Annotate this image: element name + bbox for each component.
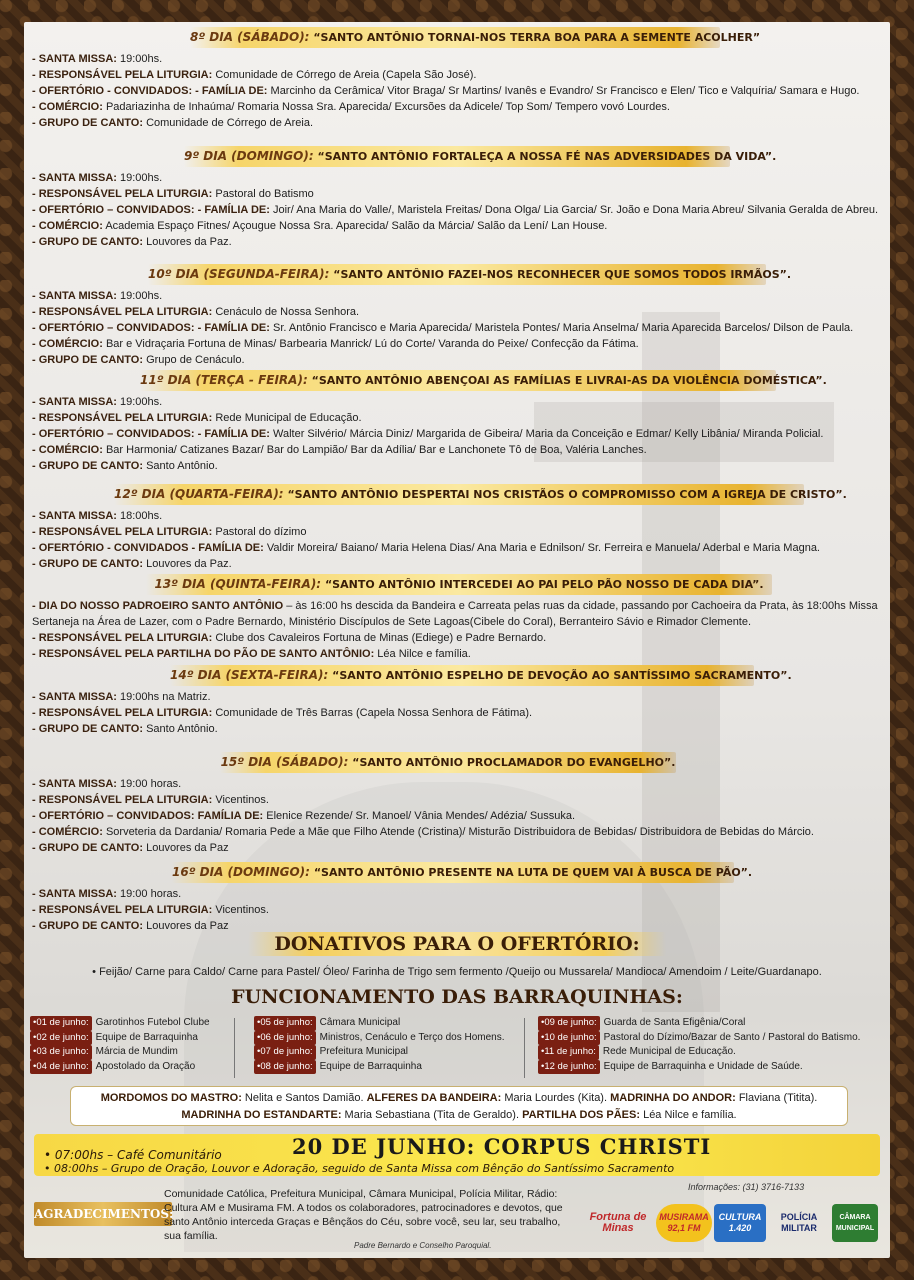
barraquinha-row <box>254 1016 505 1031</box>
barraquinha-row <box>254 1031 505 1046</box>
barraquinha-row <box>538 1045 860 1060</box>
barraquinha-name: Márcia de Mundim <box>95 1046 178 1057</box>
detail-line <box>32 304 882 320</box>
detail-key: - SANTA MISSA: <box>32 53 117 65</box>
day-details <box>32 170 882 250</box>
detail-value: Padariazinha de Inhaúma/ Romaria Nossa Sra. Aparecida/ Excursões da Adicele/ Top Som/ Tempero vovó Lourdes. <box>102 101 670 113</box>
column-divider <box>524 1018 525 1078</box>
detail-value: Pastoral do dízimo <box>212 526 307 538</box>
day-label: 9º DIA (DOMINGO): <box>184 149 314 163</box>
corpus-line-cafe: • 07:00hs – Café Comunitário <box>44 1148 222 1162</box>
detail-line <box>32 458 882 474</box>
detail-key: - DIA DO NOSSO PADROEIRO SANTO ANTÔNIO <box>32 600 284 612</box>
barraquinha-row <box>30 1045 210 1060</box>
detail-line <box>32 336 882 352</box>
detail-value: 19:00hs na Matriz. <box>116 691 211 703</box>
detail-value: Marcinho da Cerâmica/ Vitor Braga/ Sr Martins/ Ivanês e Evandro/ Sr Francisco e Elen/ Tico e Valquíria/ Samara e Hugo. <box>267 85 860 97</box>
day-details <box>32 886 882 934</box>
barraquinha-row <box>30 1016 210 1031</box>
barraquinha-row <box>538 1060 860 1075</box>
detail-value: Joir/ Ana Maria do Valle/, Maristela Freitas/ Dona Olga/ Lia Garcia/ Sr. João e Dona Maria Abreu/ Silvania Geralda de Abreu. <box>269 204 879 216</box>
barraquinhas-column-1 <box>30 1016 210 1074</box>
date-tag: •05 de junho: <box>254 1016 316 1031</box>
detail-value: Cenáculo de Nossa Senhora. <box>212 306 360 318</box>
detail-value: Rede Municipal de Educação. <box>212 412 362 424</box>
detail-key: - COMÉRCIO: <box>32 826 103 838</box>
day-theme: “SANTO ANTÔNIO TORNAI-NOS TERRA BOA PARA A SEMENTE ACOLHER” <box>313 31 761 44</box>
barraquinha-name: Guarda de Santa Efigênia/Coral <box>603 1017 746 1028</box>
column-divider <box>234 1018 235 1078</box>
detail-key: - RESPONSÁVEL PELA LITURGIA: <box>32 306 213 318</box>
barraquinha-row <box>30 1060 210 1075</box>
detail-key: - RESPONSÁVEL PELA LITURGIA: <box>32 69 213 81</box>
day-details <box>32 776 882 856</box>
day-section <box>24 862 890 934</box>
barraquinha-name: Câmara Municipal <box>319 1017 401 1028</box>
day-banner <box>172 862 753 883</box>
date-tag: •02 de junho: <box>30 1031 92 1046</box>
detail-key: - COMÉRCIO: <box>32 338 103 350</box>
date-tag: •11 de junho: <box>538 1045 599 1060</box>
day-details <box>32 51 882 131</box>
detail-key: - SANTA MISSA: <box>32 691 117 703</box>
detail-value: Comunidade de Três Barras (Capela Nossa Senhora de Fátima). <box>212 707 533 719</box>
day-section <box>24 665 890 737</box>
detail-line <box>32 186 882 202</box>
barraquinhas-column-2 <box>254 1016 505 1074</box>
detail-key: - GRUPO DE CANTO: <box>32 117 144 129</box>
detail-line <box>32 234 882 250</box>
detail-key: - OFERTÓRIO - CONVIDADOS: - FAMÍLIA DE: <box>32 85 268 97</box>
detail-line <box>32 99 882 115</box>
detail-line <box>32 646 882 662</box>
detail-line <box>32 902 882 918</box>
detail-key: - GRUPO DE CANTO: <box>32 236 144 248</box>
detail-value: Sorveteria da Dardania/ Romaria Pede a Mãe que Filho Atende (Cristina)/ Misturão Distribuidora de Bebidas/ Distribuidora de Bebidas do Márcio. <box>102 826 814 838</box>
detail-key: - OFERTÓRIO – CONVIDADOS: - FAMÍLIA DE: <box>32 204 270 216</box>
detail-line <box>32 540 882 556</box>
detail-value: Santo Antônio. <box>143 460 218 472</box>
detail-value: 19:00hs. <box>116 53 163 65</box>
barraquinha-name: Equipe de Barraquinha <box>319 1060 422 1072</box>
day-theme: “SANTO ANTÔNIO ESPELHO DE DEVOÇÃO AO SANTÍSSIMO SACRAMENTO”. <box>332 669 792 682</box>
detail-value: Louvores da Paz <box>143 920 229 932</box>
corpus-christi-banner <box>34 1134 880 1176</box>
detail-line <box>32 170 882 186</box>
detail-key: - SANTA MISSA: <box>32 510 117 522</box>
detail-line <box>32 524 882 540</box>
date-tag: •07 de junho: <box>254 1045 316 1060</box>
detail-line <box>32 689 882 705</box>
barraquinha-name: Prefeitura Municipal <box>319 1046 408 1057</box>
detail-key: - SANTA MISSA: <box>32 172 117 184</box>
detail-key: - RESPONSÁVEL PELA PARTILHA DO PÃO DE SANTO ANTÔNIO: <box>32 648 375 660</box>
detail-value: Comunidade de Córrego de Areia. <box>143 117 314 129</box>
detail-line <box>32 83 882 99</box>
barraquinha-row <box>30 1031 210 1046</box>
day-details <box>32 689 882 737</box>
barraquinha-name: Equipe de Barraquinha e Unidade de Saúde. <box>603 1060 803 1072</box>
detail-key: - RESPONSÁVEL PELA LITURGIA: <box>32 904 213 916</box>
detail-value: Bar e Vidraçaria Fortuna de Minas/ Barbearia Manrick/ Lú do Corte/ Varanda do Peixe/ Confecção da Fátima. <box>102 338 639 350</box>
detail-line <box>32 320 882 336</box>
detail-value: Clube dos Cavaleiros Fortuna de Minas (Ediege) e Padre Bernardo. <box>212 632 547 644</box>
detail-key: - RESPONSÁVEL PELA LITURGIA: <box>32 632 213 644</box>
detail-line <box>32 115 882 131</box>
day-theme: “SANTO ANTÔNIO DESPERTAI NOS CRISTÃOS O COMPROMISSO COM A IGREJA DE CRISTO”. <box>287 488 847 501</box>
detail-value: 19:00hs. <box>116 396 163 408</box>
day-banner <box>220 752 676 773</box>
barraquinhas-column-3 <box>538 1016 860 1074</box>
detail-line <box>32 202 882 218</box>
day-label: 12º DIA (QUARTA-FEIRA): <box>114 487 284 501</box>
day-theme: “SANTO ANTÔNIO INTERCEDEI AO PAI PELO PÃO NOSSO DE CADA DIA”. <box>324 578 764 591</box>
date-tag: •10 de junho: <box>538 1031 600 1046</box>
detail-key: - OFERTÓRIO - CONVIDADOS - FAMÍLIA DE: <box>32 542 264 554</box>
detail-value: – às 16:00 hs descida da Bandeira e Carreata pelas ruas da cidade, passando por Cachoeira da Prata, às 18:00hs Missa Sertaneja na Área de Lazer, com o Padre Bernardo, Ministério Discípulos de Sete Lagoas(Cibele do Coral), Berranteiro Sávio e Rimador Clemente. <box>32 600 878 628</box>
day-section <box>24 484 890 572</box>
detail-value: Walter Silvério/ Márcia Diniz/ Margarida de Gibeira/ Maria da Conceição e Edmar/ Kelly Libânia/ Miranda Policial. <box>269 428 824 440</box>
detail-key: - SANTA MISSA: <box>32 290 117 302</box>
detail-key: - RESPONSÁVEL PELA LITURGIA: <box>32 707 213 719</box>
date-tag: •12 de junho: <box>538 1060 600 1075</box>
day-section <box>24 146 890 250</box>
day-banner <box>170 665 792 686</box>
detail-key: - RESPONSÁVEL PELA LITURGIA: <box>32 526 213 538</box>
signature: Padre Bernardo e Conselho Paroquial. <box>354 1241 492 1250</box>
detail-key: - COMÉRCIO: <box>32 101 103 113</box>
detail-key: - COMÉRCIO: <box>32 220 103 232</box>
barraquinha-row <box>254 1045 505 1060</box>
date-tag: •04 de junho: <box>30 1060 92 1075</box>
detail-key: - OFERTÓRIO – CONVIDADOS: FAMÍLIA DE: <box>32 810 264 822</box>
detail-value: Academia Espaço Fitnes/ Açougue Nossa Sra. Aparecida/ Salão da Márcia/ Salão da Lení/ Lan House. <box>102 220 608 232</box>
day-banner <box>114 484 847 505</box>
camara-municipal-logo: CÂMARA MUNICIPAL <box>832 1204 878 1242</box>
policia-militar-logo: POLÍCIA MILITAR <box>780 1212 818 1233</box>
detail-line <box>32 886 882 902</box>
day-section <box>24 27 890 131</box>
day-theme: “SANTO ANTÔNIO PRESENTE NA LUTA DE QUEM VAI À BUSCA DE PÃO”. <box>313 866 753 879</box>
day-details <box>32 394 882 474</box>
detail-line <box>32 218 882 234</box>
detail-line <box>32 598 882 630</box>
day-section <box>24 752 890 856</box>
detail-line <box>32 721 882 737</box>
detail-key: - RESPONSÁVEL PELA LITURGIA: <box>32 794 213 806</box>
poster-panel <box>24 22 890 1258</box>
detail-value: Léa Nilce e família. <box>374 648 471 660</box>
day-details <box>32 508 882 572</box>
detail-key: - GRUPO DE CANTO: <box>32 354 144 366</box>
detail-value: Pastoral do Batismo <box>212 188 314 200</box>
detail-value: Louvores da Paz. <box>143 236 232 248</box>
barraquinha-name: Garotinhos Futebol Clube <box>95 1017 210 1028</box>
detail-line <box>32 352 882 368</box>
detail-value: Vicentinos. <box>212 794 269 806</box>
detail-key: - RESPONSÁVEL PELA LITURGIA: <box>32 412 213 424</box>
detail-value: 19:00hs. <box>116 290 163 302</box>
donativos-list: • Feijão/ Carne para Caldo/ Carne para Pastel/ Óleo/ Farinha de Trigo sem fermento /Queijo ou Mussarela/ Mandioca/ Amendoim / Leite/Guardanapo. <box>92 966 822 978</box>
day-theme: “SANTO ANTÔNIO PROCLAMADOR DO EVANGELHO”. <box>352 756 676 769</box>
detail-value: 19:00hs. <box>116 172 163 184</box>
barraquinha-row <box>538 1016 860 1031</box>
day-section <box>24 264 890 368</box>
day-banner <box>190 27 761 48</box>
detail-key: - OFERTÓRIO – CONVIDADOS: - FAMÍLIA DE: <box>32 322 270 334</box>
detail-key: - SANTA MISSA: <box>32 888 117 900</box>
detail-line <box>32 288 882 304</box>
detail-line <box>32 776 882 792</box>
day-banner <box>148 264 792 285</box>
day-label: 15º DIA (SÁBADO): <box>220 755 349 769</box>
detail-key: - GRUPO DE CANTO: <box>32 558 144 570</box>
detail-value: Vicentinos. <box>212 904 269 916</box>
detail-value: 19:00 horas. <box>116 778 182 790</box>
detail-key: - GRUPO DE CANTO: <box>32 842 144 854</box>
day-label: 8º DIA (SÁBADO): <box>190 30 310 44</box>
day-details <box>32 598 882 662</box>
detail-key: - COMÉRCIO: <box>32 444 103 456</box>
detail-line <box>32 792 882 808</box>
day-banner <box>140 370 827 391</box>
agradecimentos-label: AGRADECIMENTOS: <box>34 1202 172 1226</box>
day-theme: “SANTO ANTÔNIO ABENÇOAI AS FAMÍLIAS E LIVRAI-AS DA VIOLÊNCIA DOMÉSTICA”. <box>311 374 827 387</box>
day-theme: “SANTO ANTÔNIO FAZEI-NOS RECONHECER QUE SOMOS TODOS IRMÃOS”. <box>333 268 792 281</box>
detail-line <box>32 508 882 524</box>
barraquinha-row <box>254 1060 505 1075</box>
detail-value: Louvores da Paz <box>143 842 229 854</box>
barraquinha-name: Rede Municipal de Educação. <box>602 1046 736 1057</box>
date-tag: •08 de junho: <box>254 1060 316 1075</box>
day-section <box>24 574 890 662</box>
detail-line <box>32 394 882 410</box>
detail-key: - GRUPO DE CANTO: <box>32 723 144 735</box>
day-label: 10º DIA (SEGUNDA-FEIRA): <box>148 267 330 281</box>
mordomos-box: MORDOMOS DO MASTRO: Nelita e Santos Damião. ALFERES DA BANDEIRA: Maria Lourdes (Kita). MADRINHA DO ANDOR: Flaviana (Titita). MADRINHA DO ESTANDARTE: Maria Sebastiana (Tita de Geraldo). PARTILHA DOS PÃES: Léa Nilce e família. <box>70 1086 848 1126</box>
detail-value: 19:00 horas. <box>116 888 182 900</box>
cultura-logo: CULTURA 1.420 <box>714 1204 766 1242</box>
detail-line <box>32 67 882 83</box>
detail-key: - SANTA MISSA: <box>32 396 117 408</box>
info-phone: Informações: (31) 3716-7133 <box>688 1182 805 1192</box>
detail-line <box>32 630 882 646</box>
detail-value: Valdir Moreira/ Baiano/ Maria Helena Dias/ Ana Maria e Ednilson/ Sr. Ferreira e Manuela/ Aderbal e Maria Magna. <box>263 542 820 554</box>
detail-line <box>32 442 882 458</box>
day-label: 13º DIA (QUINTA-FEIRA): <box>154 577 322 591</box>
detail-value: Grupo de Cenáculo. <box>143 354 245 366</box>
detail-line <box>32 410 882 426</box>
day-theme: “SANTO ANTÔNIO FORTALEÇA A NOSSA FÉ NAS ADVERSIDADES DA VIDA”. <box>317 150 777 163</box>
corpus-line-missa: • 08:00hs – Grupo de Oração, Louvor e Adoração, seguido de Santa Missa com Bênção do Santíssimo Sacramento <box>44 1162 675 1175</box>
corpus-christi-title: 20 DE JUNHO: CORPUS CHRISTI <box>292 1134 712 1159</box>
detail-value: Elenice Rezende/ Sr. Manoel/ Vânia Mendes/ Adézia/ Sussuka. <box>263 810 576 822</box>
day-label: 14º DIA (SEXTA-FEIRA): <box>170 668 329 682</box>
date-tag: •09 de junho: <box>538 1016 600 1031</box>
detail-value: 18:00hs. <box>116 510 163 522</box>
detail-key: - RESPONSÁVEL PELA LITURGIA: <box>32 188 213 200</box>
fortuna-logo: Fortuna de Minas <box>589 1211 647 1234</box>
detail-line <box>32 51 882 67</box>
detail-line <box>32 840 882 856</box>
musirama-logo: MUSIRAMA 92,1 FM <box>656 1204 712 1242</box>
barraquinha-name: Apostolado da Oração <box>95 1060 196 1072</box>
detail-line <box>32 808 882 824</box>
day-label: 11º DIA (TERÇA - FEIRA): <box>140 373 308 387</box>
detail-key: - OFERTÓRIO – CONVIDADOS: - FAMÍLIA DE: <box>32 428 270 440</box>
day-banner <box>184 146 777 167</box>
barraquinha-name: Equipe de Barraquinha <box>95 1031 198 1043</box>
detail-line <box>32 705 882 721</box>
detail-key: - SANTA MISSA: <box>32 778 117 790</box>
detail-value: Santo Antônio. <box>143 723 218 735</box>
day-label: 16º DIA (DOMINGO): <box>172 865 310 879</box>
donativos-title: DONATIVOS PARA O OFERTÓRIO: <box>24 932 890 956</box>
barraquinha-name: Ministros, Cenáculo e Terço dos Homens. <box>319 1031 505 1043</box>
detail-key: - GRUPO DE CANTO: <box>32 460 144 472</box>
detail-value: Bar Harmonia/ Catizanes Bazar/ Bar do Lampião/ Bar da Adília/ Bar e Lanchonete Tô de Boa, Valéria Lanches. <box>102 444 647 456</box>
barraquinhas-title: FUNCIONAMENTO DAS BARRAQUINHAS: <box>231 986 683 1008</box>
detail-value: Louvores da Paz. <box>143 558 232 570</box>
date-tag: •06 de junho: <box>254 1031 316 1046</box>
barraquinha-row <box>538 1031 860 1046</box>
day-section <box>24 370 890 474</box>
detail-line <box>32 426 882 442</box>
detail-line <box>32 556 882 572</box>
detail-value: Sr. Antônio Francisco e Maria Aparecida/ Maristela Pontes/ Maria Anselma/ Maria Aparecida Barcelos/ Dilson de Paula. <box>269 322 854 334</box>
day-details <box>32 288 882 368</box>
detail-line <box>32 824 882 840</box>
agradecimentos-text: Comunidade Católica, Prefeitura Municipal, Câmara Municipal, Polícia Militar, Rádio: Cultura AM e Musirama FM. A todos os colaboradores, patrocinadores e devotos, que santo Antônio interceda Graças e Bênçãos do Céu, sobre você, seu lar, seu trabalho, sua família. <box>164 1188 563 1242</box>
date-tag: •03 de junho: <box>30 1045 92 1060</box>
date-tag: •01 de junho: <box>30 1016 92 1031</box>
barraquinha-name: Pastoral do Dízimo/Bazar de Santo / Pastoral do Batismo. <box>603 1031 861 1043</box>
detail-key: - GRUPO DE CANTO: <box>32 920 144 932</box>
detail-value: Comunidade de Córrego de Areia (Capela São José). <box>212 69 477 81</box>
day-banner <box>146 574 772 595</box>
